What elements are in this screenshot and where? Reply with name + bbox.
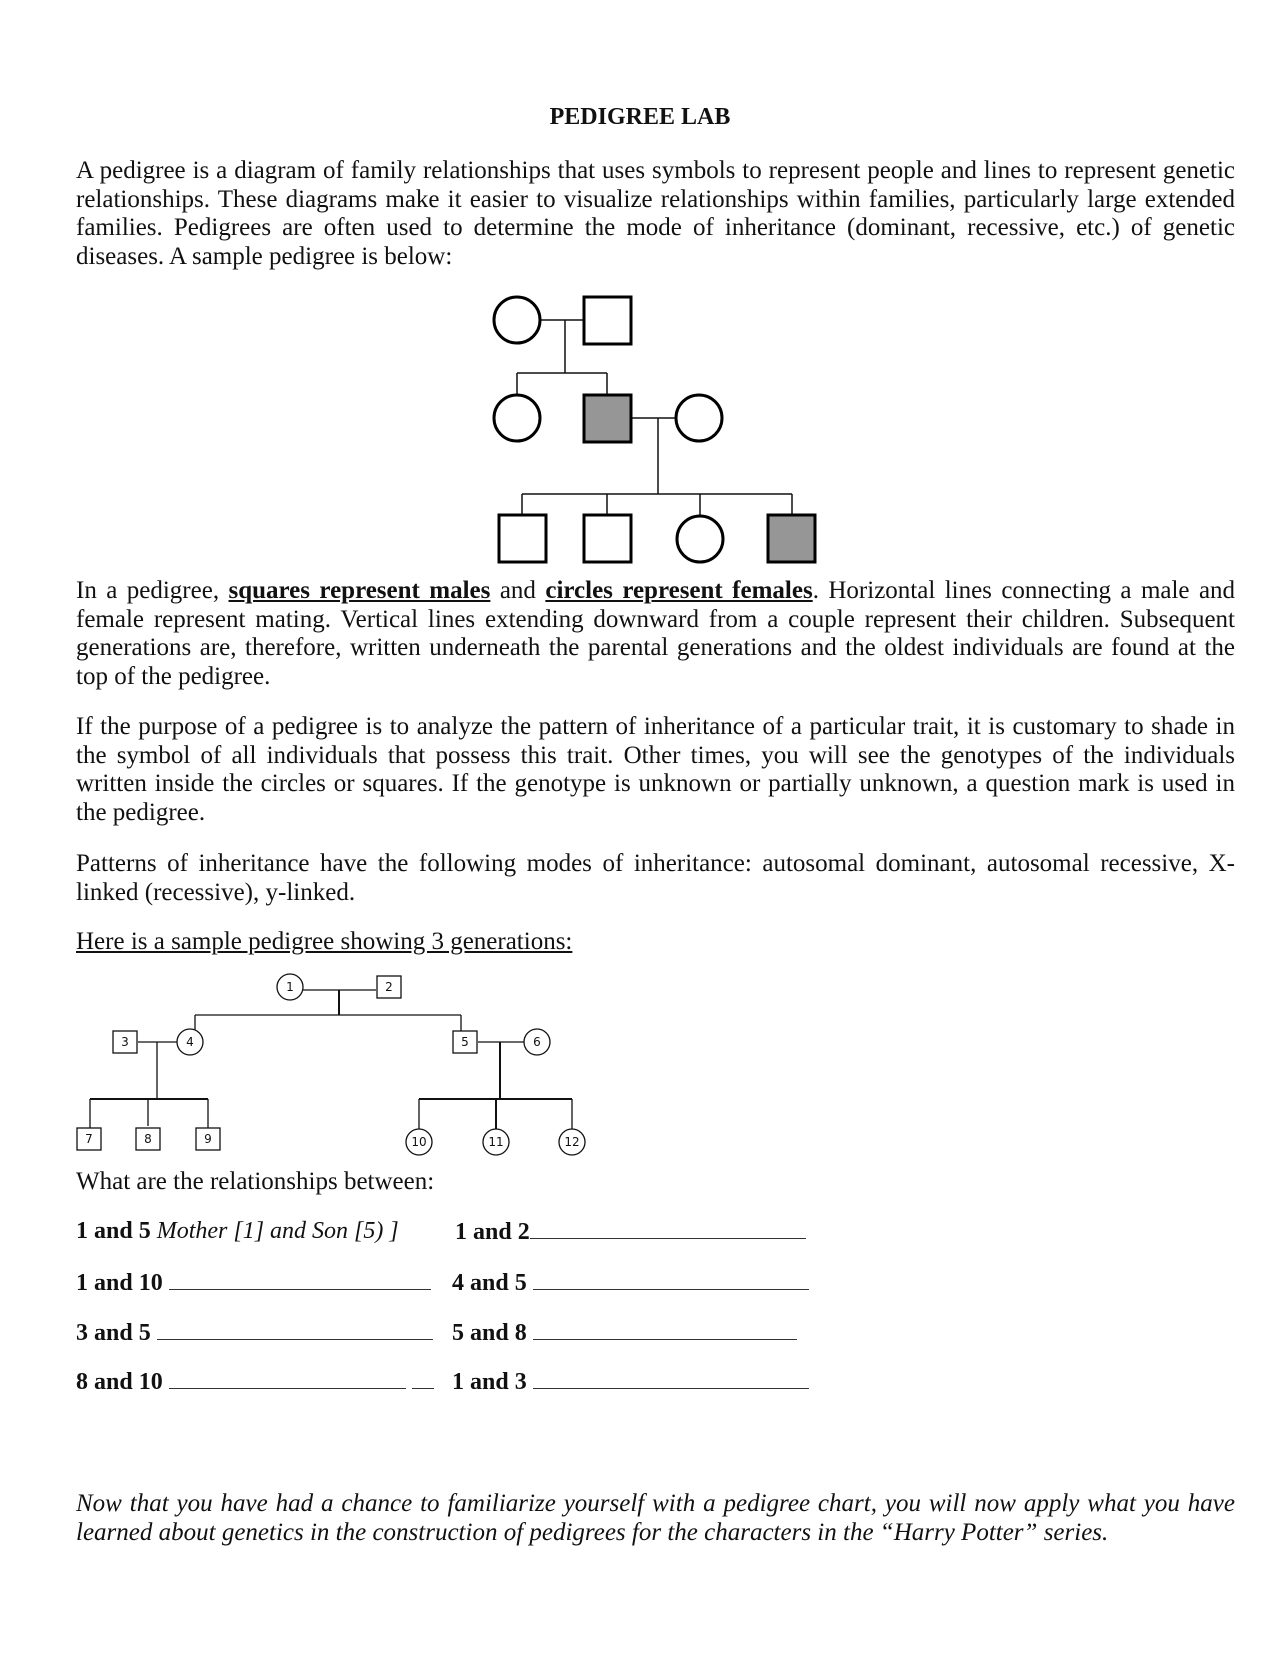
- pair-row: [76, 1218, 399, 1245]
- individual-number: 3: [121, 1035, 129, 1049]
- answer-blank[interactable]: [533, 1319, 797, 1340]
- pair-row: [452, 1269, 809, 1297]
- individual-number: 10: [411, 1135, 427, 1149]
- answer-blank[interactable]: [530, 1218, 806, 1239]
- text-line: relationships. These diagrams make it easier to visualize relationships within families, particularly large extended: [76, 185, 1235, 213]
- answer-blank[interactable]: [169, 1368, 406, 1389]
- text-line: Patterns of inheritance have the following modes of inheritance: autosomal dominant, autosomal recessive, X-: [76, 850, 1235, 877]
- answer-blank[interactable]: [533, 1368, 809, 1389]
- male-symbol: [584, 515, 631, 562]
- text-line: the pedigree.: [76, 799, 206, 827]
- text: and: [499, 577, 536, 604]
- pair-label: 1 and 10: [76, 1270, 163, 1296]
- text-line: female represent mating. Vertical lines extending downward from a couple represent their children. Subsequent: [76, 605, 1235, 633]
- pair-row: [76, 1269, 431, 1297]
- question-prompt: What are the relationships between:: [76, 1168, 435, 1195]
- text-line: generations are, therefore, written underneath the parental generations and the oldest individuals are found at the: [76, 634, 1235, 662]
- text-line: the symbol of all individuals that possess this trait. Other times, you will see the genotypes of the individuals: [76, 741, 1235, 769]
- individual-number: 5: [461, 1035, 469, 1049]
- heading-text: Here is a sample pedigree showing 3 generations:: [76, 928, 573, 955]
- male-symbol: [584, 297, 631, 344]
- modes-paragraph: [76, 850, 1235, 907]
- individual-number: 7: [85, 1132, 93, 1146]
- answer-blank[interactable]: [157, 1319, 433, 1340]
- text-line: linked (recessive), y-linked.: [76, 878, 356, 906]
- individual-number: 4: [186, 1035, 194, 1049]
- individual-number: 6: [533, 1035, 541, 1049]
- males-definition: squares represent males: [228, 577, 491, 604]
- page-title: PEDIGREE LAB: [549, 104, 731, 130]
- text-line: If the purpose of a pedigree is to analyze the pattern of inheritance of a particular trait, it is customary to shade in: [76, 713, 1235, 740]
- female-symbol: [494, 297, 540, 343]
- pair-label: 8 and 10: [76, 1369, 163, 1395]
- pair-label: 1 and 5: [76, 1218, 151, 1244]
- affected-male-symbol: [768, 515, 815, 562]
- text: . Horizontal lines connecting a male and: [812, 577, 1236, 604]
- male-symbol: [499, 515, 546, 562]
- text-line: learned about genetics in the construction of pedigrees for the characters in the “Harry Potter” series.: [76, 1518, 1109, 1546]
- answer-blank: [412, 1368, 434, 1389]
- individual-number: 11: [488, 1135, 504, 1149]
- individual-number: 12: [564, 1135, 580, 1149]
- pair-row: [455, 1218, 806, 1246]
- pair-answer: Mother [1] and Son [5) ]: [156, 1218, 399, 1244]
- pair-row: [76, 1319, 433, 1347]
- female-symbol: [676, 395, 722, 441]
- individual-number: 1: [286, 980, 294, 994]
- symbols-paragraph: [76, 577, 1235, 692]
- females-definition: circles represent females: [545, 577, 813, 604]
- pair-label: 3 and 5: [76, 1320, 151, 1346]
- closing-paragraph: [76, 1490, 1235, 1547]
- text-line: A pedigree is a diagram of family relationships that uses symbols to represent people and lines to represent genetic: [76, 157, 1235, 184]
- pair-label: 4 and 5: [452, 1270, 527, 1296]
- female-symbol: [677, 516, 723, 562]
- pair-row: [76, 1368, 434, 1396]
- pair-label: 5 and 8: [452, 1320, 527, 1346]
- text-line: top of the pedigree.: [76, 663, 271, 691]
- text-line: diseases. A sample pedigree is below:: [76, 243, 453, 271]
- pair-label: 1 and 2: [455, 1219, 530, 1245]
- text-line: [76, 577, 1235, 606]
- pair-label: 1 and 3: [452, 1369, 527, 1395]
- pair-row: [452, 1368, 809, 1396]
- individual-number: 2: [385, 980, 393, 994]
- text-line: families. Pedigrees are often used to determine the mode of inheritance (dominant, recessive, etc.) of genetic: [76, 214, 1235, 242]
- text: In a pedigree,: [76, 577, 220, 604]
- individual-number: 8: [144, 1132, 152, 1146]
- answer-blank[interactable]: [533, 1269, 809, 1290]
- answer-blank[interactable]: [169, 1269, 431, 1290]
- sample-pedigree-1: [0, 0, 1280, 600]
- sample-heading: [76, 928, 1235, 957]
- pair-row: [452, 1319, 797, 1347]
- female-symbol: [494, 395, 540, 441]
- text-line: Now that you have had a chance to familiarize yourself with a pedigree chart, you will now apply what you have: [76, 1490, 1235, 1517]
- sample-pedigree-2: [0, 960, 700, 1160]
- text-line: written inside the circles or squares. If the genotype is unknown or partially unknown, a question mark is used in: [76, 770, 1235, 798]
- shading-paragraph: [76, 713, 1235, 828]
- affected-male-symbol: [584, 395, 631, 442]
- individual-number: 9: [204, 1132, 212, 1146]
